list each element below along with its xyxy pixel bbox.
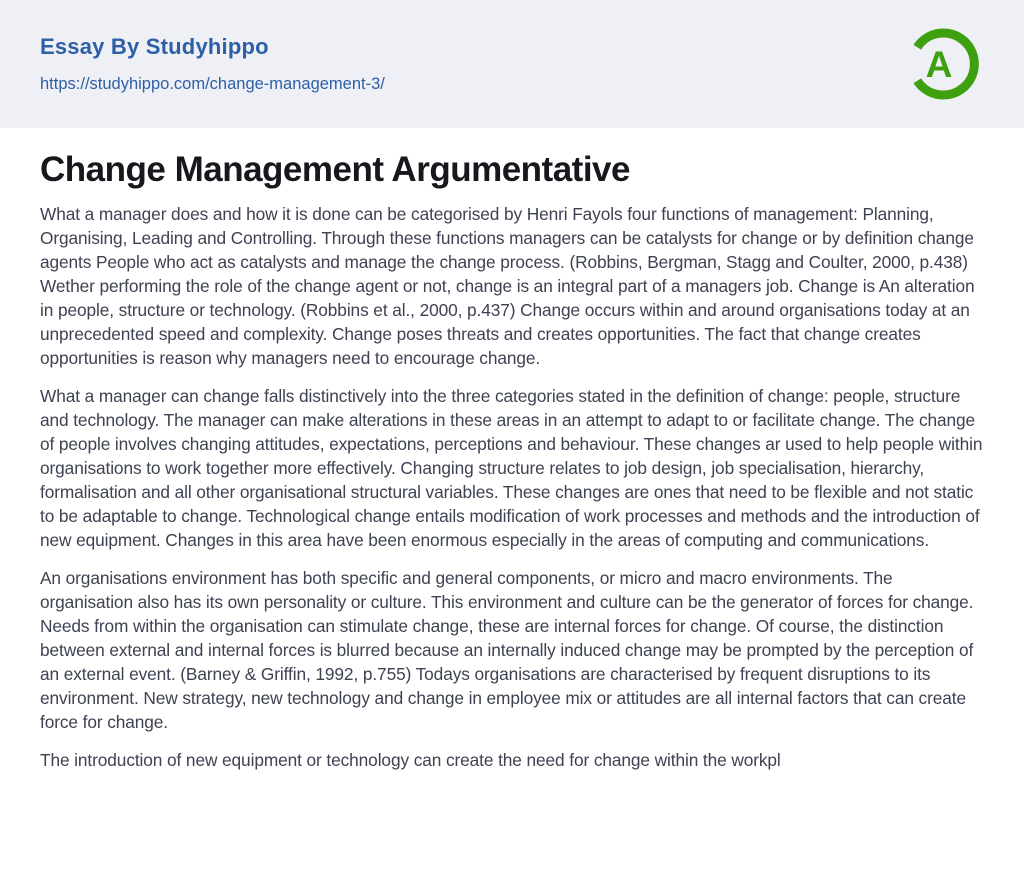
essay-paragraph-3: An organisations environment has both specific and general components, or micro and macro environments. The organisation also has its own personality or culture. This environment and culture can be the generator of forces for change. Needs from within the organisation can stimulate change, these are internal forces for change. Of course, the distinction between external and internal forces is blurred because an internally induced change may be prompted by the perception of an external event. (Barney & Griffin, 1992, p.755) Todays organisations are characterised by frequent disruptions to its environment. New strategy, new technology and change in employee mix or attitudes are all internal factors that can create force for change. xyxy=(40,568,974,732)
essay-paragraph-1: What a manager does and how it is done can be categorised by Henri Fayols four functions of management: Planning, Organising, Leading and Controlling. Through these functions managers can be catalysts for change or by definition change agents People who act as catalysts and manage the change process. (Robbins, Bergman, Stagg and Coulter, 2000, p.438) Wether performing the role of the change agent or not, change is an integral part of a managers job. Change is An alteration in people, structure or technology. (Robbins et al., 2000, p.437) Change occurs within and around organisations today at an unprecedented speed and complexity. Change poses threats and creates opportunities. The fact that change creates opportunities is reason why managers need to encourage change. xyxy=(40,204,975,368)
essay-paragraph-4: The introduction of new equipment or technology can create the need for change within the workpl xyxy=(40,750,781,770)
essay-paragraph-2: What a manager can change falls distinctively into the three categories stated in the definition of change: people, structure and technology. The manager can make alterations in these areas in an attempt to adapt to or facilitate change. The change of people involves changing attitudes, expectations, perceptions and behaviour. These changes ar used to help people within organisations to work together more effectively. Changing structure relates to job design, job specialisation, hierarchy, formalisation and all other organisational structural variables. These changes are ones that need to be flexible and not static to be adaptable to change. Technological change entails modification of work processes and methods and the introduction of new equipment. Changes in this area have been enormous especially in the areas of computing and communications. xyxy=(40,386,983,550)
essay-title: Change Management Argumentative xyxy=(40,150,630,189)
studyhippo-logo-icon xyxy=(904,24,984,104)
page-header xyxy=(0,0,1024,128)
essay-url-link[interactable]: https://studyhippo.com/change-management-3/ xyxy=(40,75,385,93)
site-label: Essay By Studyhippo xyxy=(40,34,269,59)
logo-letter: A xyxy=(925,44,953,85)
header-text-block xyxy=(40,34,385,94)
essay-article xyxy=(0,128,1024,772)
